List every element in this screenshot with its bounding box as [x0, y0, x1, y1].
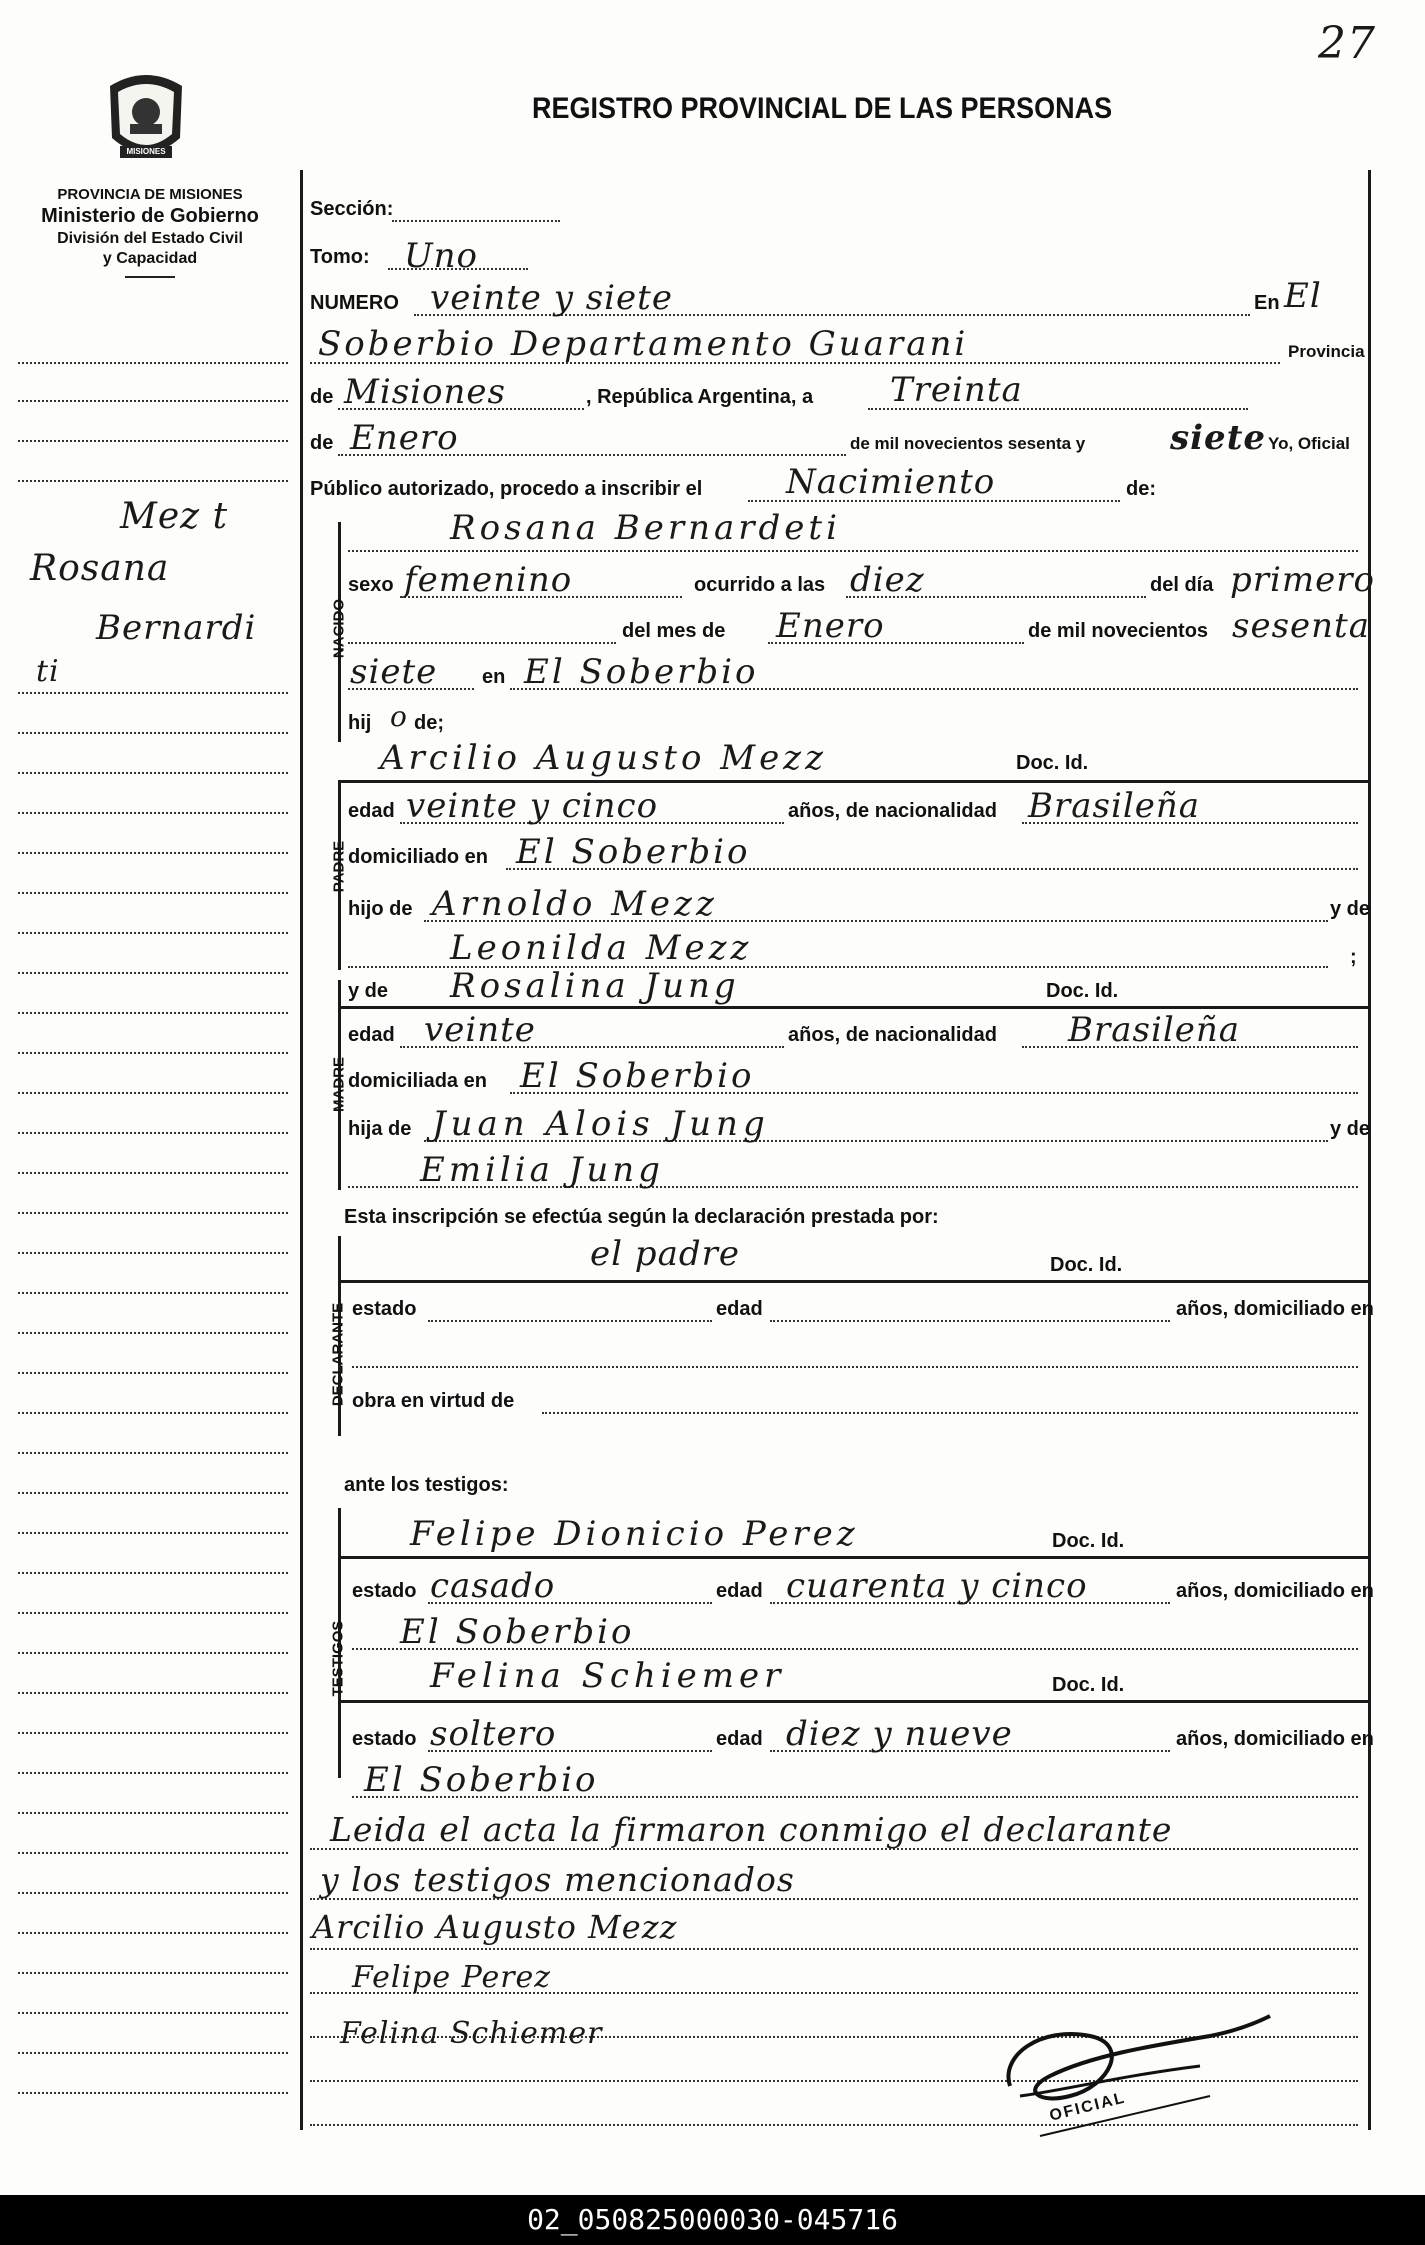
official-signature — [980, 1996, 1280, 2146]
label-yo-oficial: Yo, Oficial — [1268, 434, 1350, 453]
margin-line — [18, 1412, 288, 1414]
value-nombre: Rosana Bernardeti — [450, 508, 841, 548]
value-fecha-dia: Treinta — [890, 370, 1023, 410]
testigo1-top-rule — [338, 1556, 1368, 1559]
label-madre-y-de: y de — [348, 980, 389, 1002]
label-hija-de: hija de — [348, 1118, 412, 1140]
margin-line — [18, 1692, 288, 1694]
margin-line — [18, 1852, 288, 1854]
footer-code: 02_050825000030-045716 — [0, 2195, 1425, 2245]
margin-line — [18, 732, 288, 734]
label-padre-domicilio: domiciliado en — [348, 846, 489, 868]
label-padre-y-de: y de — [1330, 898, 1371, 920]
label-declarante-edad: edad — [716, 1298, 763, 1320]
closing-text-2: y los testigos mencionados — [320, 1860, 795, 1899]
agency-province: PROVINCIA DE MISIONES — [57, 186, 243, 203]
margin-line — [18, 2052, 288, 2054]
value-declarante: el padre — [590, 1234, 740, 1274]
label-hijo-de: hijo de — [348, 898, 413, 920]
value-testigo1-estado: casado — [430, 1566, 556, 1606]
margin-line — [18, 892, 288, 894]
closing-text-1: Leida el acta la firmaron conmigo el declarante — [330, 1810, 1173, 1849]
margin-line — [18, 1012, 288, 1014]
margin-line — [18, 1492, 288, 1494]
margin-line — [18, 1252, 288, 1254]
margin-line — [18, 1292, 288, 1294]
margin-line — [18, 1732, 288, 1734]
section-madre-label: MADRE — [330, 1057, 348, 1112]
label-hijo: hij — [348, 712, 372, 734]
value-madre-edad: veinte — [424, 1010, 536, 1050]
label-del-dia: del día — [1150, 574, 1214, 596]
value-mes: Enero — [776, 606, 885, 646]
margin-note-surname: Mez t — [120, 496, 229, 537]
section-declarante-label: DECLARANTE — [329, 1302, 347, 1407]
value-lugar-nac: El Soberbio — [524, 652, 759, 692]
label-en: En — [1254, 292, 1280, 314]
margin-line — [18, 1372, 288, 1374]
label-testigo1-edad: edad — [716, 1580, 763, 1602]
label-republica: , República Argentina, a — [586, 386, 814, 408]
label-testigo2-estado: estado — [352, 1728, 417, 1750]
value-ano-nac-1: sesenta — [1232, 606, 1370, 646]
margin-line — [18, 1052, 288, 1054]
label-declarante-estado: estado — [352, 1298, 417, 1320]
label-testigo2-doc: Doc. Id. — [1052, 1674, 1125, 1696]
field-declarante-domicilio-line — [352, 1366, 1358, 1368]
margin-line — [18, 362, 288, 364]
margin-line — [18, 1092, 288, 1094]
margin-line — [18, 1612, 288, 1614]
value-testigo1-edad: cuarenta y cinco — [786, 1566, 1088, 1606]
label-padre-edad: edad — [348, 800, 395, 822]
label-de-mes: de — [310, 432, 334, 454]
margin-note-name: Rosana — [30, 548, 170, 589]
section-nacido-label: NACIDO — [330, 598, 348, 659]
label-mil-sesenta: de mil novecientos sesenta y — [850, 434, 1086, 453]
field-dia-cont-line — [348, 642, 616, 644]
value-provincia: Misiones — [344, 372, 506, 412]
value-abuela-materna: Emilia Jung — [420, 1150, 664, 1190]
signature-testigo1: Felipe Perez — [352, 1960, 552, 1995]
agency-division: División del Estado Civil — [57, 230, 243, 247]
label-ocurrido: ocurrido a las — [694, 574, 826, 596]
margin-line — [18, 1172, 288, 1174]
section-testigos-label: TESTIGOS — [329, 1620, 347, 1697]
label-testigo2-edad: edad — [716, 1728, 763, 1750]
margin-line — [18, 1532, 288, 1534]
margin-line — [18, 440, 288, 442]
value-fecha-mes: Enero — [350, 418, 459, 458]
label-testigo1-domicilio: años, domiciliado en — [1176, 1580, 1374, 1602]
label-ante-testigos: ante los testigos: — [344, 1474, 509, 1496]
value-padre-edad: veinte y cinco — [406, 786, 659, 826]
label-madre-nacionalidad: años, de nacionalidad — [788, 1024, 997, 1046]
value-ano: siete — [1170, 418, 1267, 458]
label-testigo1-estado: estado — [352, 1580, 417, 1602]
label-madre-edad: edad — [348, 1024, 395, 1046]
document-title: REGISTRO PROVINCIAL DE LAS PERSONAS — [532, 92, 1113, 125]
label-seccion: Sección: — [310, 198, 394, 220]
label-declarante-doc: Doc. Id. — [1050, 1254, 1123, 1276]
label-de-semicolon: de; — [414, 712, 444, 734]
value-en: El — [1284, 276, 1322, 316]
frame-left-line — [300, 170, 303, 2130]
value-testigo2-edad: diez y nueve — [786, 1714, 1013, 1754]
margin-line — [18, 2092, 288, 2094]
value-ano-nac-2: siete — [350, 652, 438, 692]
value-madre-nacionalidad: Brasileña — [1068, 1010, 1240, 1050]
label-provincia: Provincia — [1288, 342, 1365, 361]
margin-line — [18, 812, 288, 814]
frame-right-line — [1368, 170, 1371, 2130]
value-tomo: Uno — [404, 236, 479, 276]
page-number: 27 — [1318, 18, 1376, 69]
value-dia: primero — [1230, 560, 1375, 600]
margin-note-suffix: ti — [36, 654, 60, 689]
field-declarante-edad-line — [770, 1320, 1170, 1322]
margin-line — [18, 972, 288, 974]
value-numero: veinte y siete — [430, 278, 673, 318]
margin-line — [18, 1652, 288, 1654]
agency-underline — [125, 276, 175, 278]
signature-padre: Arcilio Augusto Mezz — [312, 1908, 678, 1946]
margin-line — [18, 1892, 288, 1894]
value-hijo-suffix: o — [390, 700, 408, 733]
label-madre-domicilio: domiciliada en — [348, 1070, 487, 1092]
agency-capacity: y Capacidad — [102, 250, 198, 267]
padre-top-rule — [338, 780, 1368, 783]
margin-line — [18, 1772, 288, 1774]
agency-block — [0, 186, 300, 278]
label-en-nac: en — [482, 666, 506, 688]
margin-line — [18, 1332, 288, 1334]
field-nombre-line — [348, 550, 1358, 552]
section-padre-label: PADRE — [330, 840, 348, 893]
value-sexo: femenino — [404, 560, 573, 600]
margin-line — [18, 1572, 288, 1574]
label-mil-novecientos: de mil novecientos — [1028, 620, 1209, 642]
label-tomo: Tomo: — [310, 246, 370, 268]
value-testigo2-nombre: Felina Schiemer — [430, 1656, 786, 1696]
margin-line — [18, 1812, 288, 1814]
value-testigo1-nombre: Felipe Dionicio Perez — [410, 1514, 859, 1554]
testigo2-top-rule — [338, 1700, 1368, 1703]
value-abuelo-paterno: Arnoldo Mezz — [432, 884, 718, 924]
agency-ministry: Ministerio de Gobierno — [41, 205, 259, 227]
margin-line — [18, 1932, 288, 1934]
value-testigo2-domicilio: El Soberbio — [364, 1760, 599, 1800]
margin-line — [18, 852, 288, 854]
label-testigo1-doc: Doc. Id. — [1052, 1530, 1125, 1552]
value-testigo1-domicilio: El Soberbio — [400, 1612, 635, 1652]
value-padre-nacionalidad: Brasileña — [1028, 786, 1200, 826]
margin-line — [18, 480, 288, 482]
margin-line — [18, 692, 288, 694]
field-obra-line — [542, 1412, 1358, 1414]
value-acto: Nacimiento — [786, 462, 996, 502]
label-declarante-domicilio: años, domiciliado en — [1176, 1298, 1374, 1320]
label-madre-doc: Doc. Id. — [1046, 980, 1119, 1002]
margin-line — [18, 1212, 288, 1214]
signature-line-1 — [310, 1948, 1358, 1950]
value-testigo2-estado: soltero — [430, 1714, 557, 1754]
margin-line — [18, 932, 288, 934]
label-publico: Público autorizado, procedo a inscribir el — [310, 478, 703, 500]
seal-text: MISIONES — [126, 147, 166, 156]
label-sexo: sexo — [348, 574, 394, 596]
value-hora: diez — [850, 560, 925, 600]
label-obra: obra en virtud de — [352, 1390, 515, 1412]
label-de-colon: de: — [1126, 478, 1156, 500]
value-padre-domicilio: El Soberbio — [516, 832, 751, 872]
margin-line — [18, 772, 288, 774]
label-padre-nacionalidad: años, de nacionalidad — [788, 800, 997, 822]
value-madre-domicilio: El Soberbio — [520, 1056, 755, 1096]
provincial-seal — [100, 68, 192, 172]
value-madre-nombre: Rosalina Jung — [450, 966, 740, 1006]
value-abuelo-materno: Juan Alois Jung — [432, 1104, 770, 1144]
label-numero: NUMERO — [310, 292, 399, 314]
value-abuela-paterna: Leonilda Mezz — [450, 928, 753, 968]
label-madre-y-de-2: y de — [1330, 1118, 1371, 1140]
label-de-provincia: de — [310, 386, 334, 408]
madre-top-rule — [338, 1006, 1368, 1009]
value-lugar: Soberbio Departamento Guarani — [318, 324, 969, 364]
margin-line — [18, 1452, 288, 1454]
field-seccion-line — [392, 220, 560, 222]
margin-line — [18, 2012, 288, 2014]
label-del-mes: del mes de — [622, 620, 726, 642]
official-stamp: OFICIAL — [1047, 2089, 1128, 2125]
margin-line — [18, 1972, 288, 1974]
label-padre-doc: Doc. Id. — [1016, 752, 1089, 774]
margin-note-name-cont: Bernardi — [96, 608, 257, 648]
signature-testigo2: Felina Schiemer — [340, 2016, 603, 2051]
field-declarante-estado-line — [428, 1320, 712, 1322]
declarante-top-rule — [338, 1280, 1368, 1283]
margin-line — [18, 1132, 288, 1134]
label-declaracion: Esta inscripción se efectúa según la declaración prestada por: — [344, 1206, 939, 1228]
value-padre-nombre: Arcilio Augusto Mezz — [380, 738, 828, 778]
label-semicolon: ; — [1350, 946, 1357, 968]
label-testigo2-domicilio: años, domiciliado en — [1176, 1728, 1374, 1750]
margin-line — [18, 400, 288, 402]
